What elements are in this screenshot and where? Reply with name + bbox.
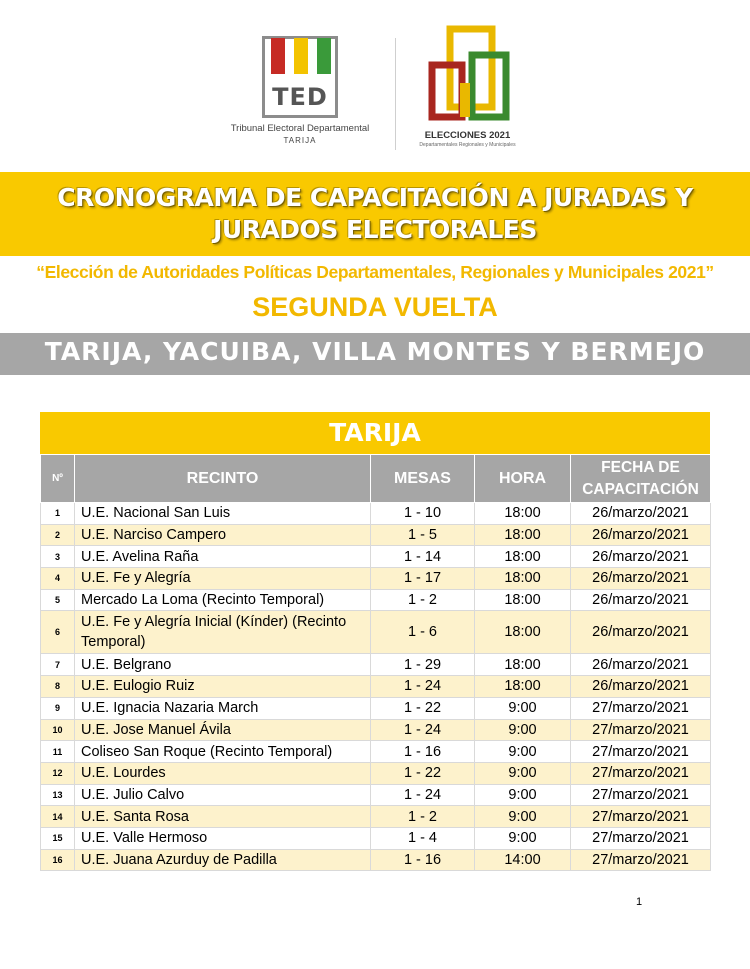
schedule-table (40, 454, 711, 871)
fecha-cell: 26/marzo/2021 (571, 568, 711, 590)
table-row (41, 719, 711, 741)
ted-institution-name: Tribunal Electoral Departamental (230, 123, 370, 134)
header-fecha-line-2: CAPACITACIÓN (582, 480, 699, 498)
row-number-cell: 13 (41, 784, 75, 806)
ted-red-bar (271, 38, 285, 74)
header-number: Nº (41, 455, 75, 503)
header-recinto: RECINTO (75, 455, 371, 503)
row-number-cell: 10 (41, 719, 75, 741)
table-row (41, 524, 711, 546)
mesas-cell: 1 - 2 (371, 806, 475, 828)
table-row (41, 654, 711, 676)
header-hora: HORA (475, 455, 571, 503)
row-number-cell: 3 (41, 546, 75, 568)
row-number-cell: 11 (41, 741, 75, 763)
fecha-cell: 26/marzo/2021 (571, 589, 711, 611)
fecha-cell: 27/marzo/2021 (571, 697, 711, 719)
hora-cell: 14:00 (475, 849, 571, 871)
row-number-cell: 14 (41, 806, 75, 828)
cities-band-text: TARIJA, YACUIBA, VILLA MONTES Y BERMEJO (44, 337, 706, 366)
hora-cell: 18:00 (475, 503, 571, 525)
table-row (41, 546, 711, 568)
fecha-cell: 26/marzo/2021 (571, 546, 711, 568)
recinto-cell: U.E. Eulogio Ruiz (75, 676, 371, 698)
fecha-cell: 26/marzo/2021 (571, 524, 711, 546)
mesas-cell: 1 - 17 (371, 568, 475, 590)
mesas-cell: 1 - 16 (371, 849, 475, 871)
recinto-cell: U.E. Jose Manuel Ávila (75, 719, 371, 741)
cities-band (0, 333, 750, 375)
table-row (41, 589, 711, 611)
table-row (41, 676, 711, 698)
recinto-cell: U.E. Valle Hermoso (75, 827, 371, 849)
mesas-cell: 1 - 14 (371, 546, 475, 568)
fecha-cell: 27/marzo/2021 (571, 849, 711, 871)
ted-green-bar (317, 38, 331, 74)
fecha-cell: 26/marzo/2021 (571, 503, 711, 525)
fecha-cell: 27/marzo/2021 (571, 806, 711, 828)
table-row (41, 568, 711, 590)
fecha-cell: 26/marzo/2021 (571, 676, 711, 698)
mesas-cell: 1 - 22 (371, 697, 475, 719)
recinto-cell: U.E. Juana Azurduy de Padilla (75, 849, 371, 871)
hora-cell: 9:00 (475, 784, 571, 806)
elecciones-logo (410, 25, 525, 150)
table-row (41, 611, 711, 654)
fecha-cell: 27/marzo/2021 (571, 719, 711, 741)
page-title-line-1: CRONOGRAMA DE CAPACITACIÓN A JURADAS Y (57, 183, 693, 212)
recinto-cell: U.E. Santa Rosa (75, 806, 371, 828)
fecha-cell: 26/marzo/2021 (571, 654, 711, 676)
row-number-cell: 16 (41, 849, 75, 871)
fecha-cell: 27/marzo/2021 (571, 741, 711, 763)
recinto-cell: U.E. Fe y Alegría (75, 568, 371, 590)
table-row (41, 503, 711, 525)
table-row (41, 849, 711, 871)
ted-logo-box (262, 36, 338, 118)
row-number-cell: 1 (41, 503, 75, 525)
elecciones-building-icon (420, 25, 515, 125)
hora-cell: 18:00 (475, 611, 571, 654)
fecha-cell: 27/marzo/2021 (571, 827, 711, 849)
title-banner (0, 172, 750, 256)
fecha-cell: 26/marzo/2021 (571, 611, 711, 654)
row-number-cell: 7 (41, 654, 75, 676)
hora-cell: 9:00 (475, 697, 571, 719)
schedule-table-container (40, 412, 710, 871)
hora-cell: 9:00 (475, 806, 571, 828)
mesas-cell: 1 - 2 (371, 589, 475, 611)
mesas-cell: 1 - 4 (371, 827, 475, 849)
hora-cell: 18:00 (475, 654, 571, 676)
recinto-cell: U.E. Belgrano (75, 654, 371, 676)
recinto-cell: Mercado La Loma (Recinto Temporal) (75, 589, 371, 611)
hora-cell: 9:00 (475, 762, 571, 784)
ted-logo-letters: TED (272, 83, 328, 111)
table-row (41, 697, 711, 719)
header-mesas: MESAS (371, 455, 475, 503)
row-number-cell: 15 (41, 827, 75, 849)
ted-city: TARIJA (283, 136, 317, 145)
recinto-cell: Coliseo San Roque (Recinto Temporal) (75, 741, 371, 763)
header-fecha-line-1: FECHA DE (601, 458, 680, 476)
row-number-cell: 4 (41, 568, 75, 590)
mesas-cell: 1 - 24 (371, 784, 475, 806)
row-number-cell: 9 (41, 697, 75, 719)
logo-divider (395, 38, 396, 150)
page-title-line-2: JURADOS ELECTORALES (213, 215, 537, 244)
header-logos (0, 0, 750, 165)
row-number-cell: 12 (41, 762, 75, 784)
mesas-cell: 1 - 24 (371, 676, 475, 698)
hora-cell: 18:00 (475, 524, 571, 546)
elecciones-title: ELECCIONES 2021 (424, 130, 511, 141)
recinto-cell: U.E. Julio Calvo (75, 784, 371, 806)
mesas-cell: 1 - 24 (371, 719, 475, 741)
table-body (41, 503, 711, 871)
table-row (41, 806, 711, 828)
recinto-cell: U.E. Lourdes (75, 762, 371, 784)
recinto-cell: U.E. Avelina Raña (75, 546, 371, 568)
table-row (41, 762, 711, 784)
page-title (0, 182, 750, 246)
mesas-cell: 1 - 29 (371, 654, 475, 676)
hora-cell: 18:00 (475, 676, 571, 698)
segunda-vuelta-heading: SEGUNDA VUELTA (252, 292, 498, 322)
mesas-cell: 1 - 5 (371, 524, 475, 546)
hora-cell: 9:00 (475, 719, 571, 741)
row-number-cell: 8 (41, 676, 75, 698)
elecciones-subtitle: Departamentales Regionales y Municipales (419, 142, 516, 148)
mesas-cell: 1 - 22 (371, 762, 475, 784)
row-number-cell: 6 (41, 611, 75, 654)
row-number-cell: 2 (41, 524, 75, 546)
ted-logo (215, 30, 385, 150)
row-number-cell: 5 (41, 589, 75, 611)
recinto-cell: U.E. Fe y Alegría Inicial (Kínder) (Recinto Temporal) (75, 611, 371, 654)
recinto-cell: U.E. Ignacia Nazaria March (75, 697, 371, 719)
fecha-cell: 27/marzo/2021 (571, 762, 711, 784)
table-row (41, 827, 711, 849)
election-subtitle: “Elección de Autoridades Políticas Departamentales, Regionales y Municipales 2021” (36, 262, 714, 282)
hora-cell: 18:00 (475, 568, 571, 590)
recinto-cell: U.E. Nacional San Luis (75, 503, 371, 525)
mesas-cell: 1 - 10 (371, 503, 475, 525)
hora-cell: 9:00 (475, 741, 571, 763)
fecha-cell: 27/marzo/2021 (571, 784, 711, 806)
hora-cell: 9:00 (475, 827, 571, 849)
table-header-row (41, 455, 711, 503)
mesas-cell: 1 - 16 (371, 741, 475, 763)
hora-cell: 18:00 (475, 589, 571, 611)
hora-cell: 18:00 (475, 546, 571, 568)
ted-yellow-bar (294, 38, 308, 74)
table-row (41, 741, 711, 763)
header-fecha (571, 455, 711, 503)
mesas-cell: 1 - 6 (371, 611, 475, 654)
table-title: TARIJA (40, 412, 710, 454)
table-row (41, 784, 711, 806)
recinto-cell: U.E. Narciso Campero (75, 524, 371, 546)
page-number: 1 (636, 896, 643, 908)
